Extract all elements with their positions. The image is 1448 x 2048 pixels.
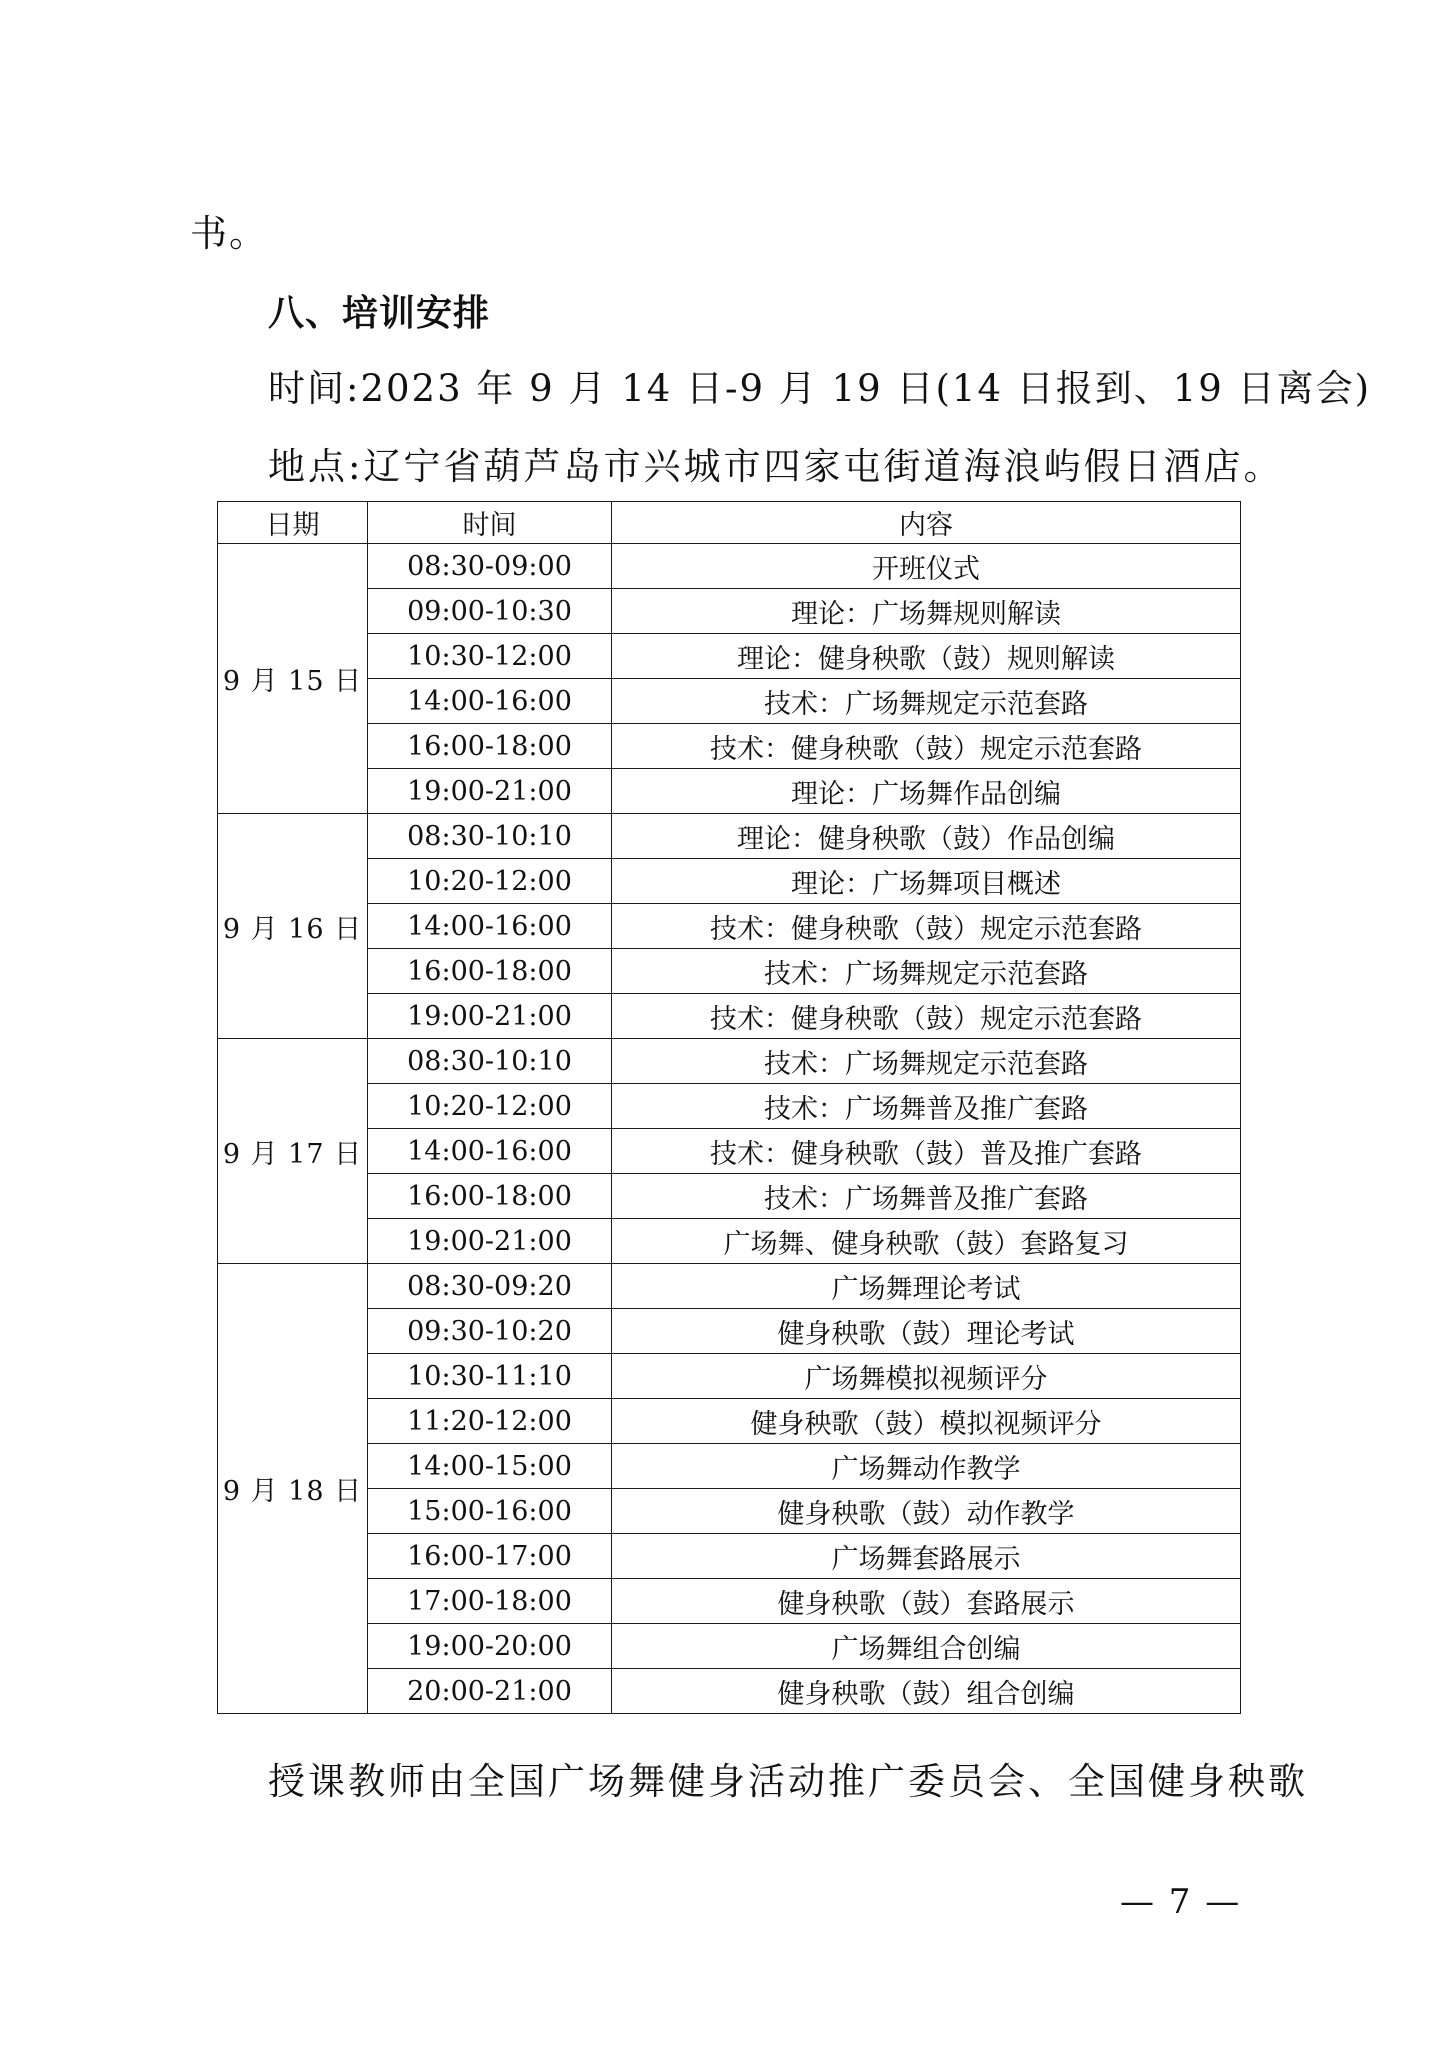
time-cell: 09:00-10:30 <box>368 589 612 634</box>
schedule-table-body <box>218 544 1241 1714</box>
table-row <box>218 1354 1241 1399</box>
time-cell: 08:30-10:10 <box>368 1039 612 1084</box>
table-row <box>218 1579 1241 1624</box>
time-cell: 14:00-16:00 <box>368 904 612 949</box>
schedule-table <box>217 501 1241 1714</box>
time-cell: 19:00-20:00 <box>368 1624 612 1669</box>
table-row <box>218 1444 1241 1489</box>
table-row <box>218 1264 1241 1309</box>
time-cell: 14:00-15:00 <box>368 1444 612 1489</box>
training-time-paragraph: 时间:2023 年 9 月 14 日-9 月 19 日(14 日报到、19 日离会) <box>268 367 1372 410</box>
time-cell: 19:00-21:00 <box>368 994 612 1039</box>
content-cell: 健身秧歌（鼓）模拟视频评分 <box>612 1399 1241 1444</box>
content-cell: 广场舞动作教学 <box>612 1444 1241 1489</box>
content-cell: 技术：广场舞普及推广套路 <box>612 1174 1241 1219</box>
time-cell: 16:00-18:00 <box>368 949 612 994</box>
header-row <box>218 502 1241 544</box>
table-row <box>218 544 1241 589</box>
content-cell: 技术：健身秧歌（鼓）规定示范套路 <box>612 994 1241 1039</box>
content-cell: 开班仪式 <box>612 544 1241 589</box>
date-cell: 9 月 17 日 <box>218 1039 368 1264</box>
table-row <box>218 724 1241 769</box>
content-cell: 广场舞组合创编 <box>612 1624 1241 1669</box>
time-cell: 14:00-16:00 <box>368 679 612 724</box>
table-row <box>218 679 1241 724</box>
table-row <box>218 1084 1241 1129</box>
content-cell: 技术：广场舞规定示范套路 <box>612 1039 1241 1084</box>
table-row <box>218 634 1241 679</box>
time-cell: 08:30-09:00 <box>368 544 612 589</box>
table-row <box>218 949 1241 994</box>
content-cell: 广场舞套路展示 <box>612 1534 1241 1579</box>
table-row <box>218 1129 1241 1174</box>
table-row <box>218 994 1241 1039</box>
table-row <box>218 1039 1241 1084</box>
content-cell: 健身秧歌（鼓）理论考试 <box>612 1309 1241 1354</box>
section-heading: 八、培训安排 <box>268 293 491 334</box>
table-row <box>218 1219 1241 1264</box>
time-cell: 10:20-12:00 <box>368 859 612 904</box>
time-cell: 08:30-09:20 <box>368 1264 612 1309</box>
time-cell: 19:00-21:00 <box>368 1219 612 1264</box>
content-cell: 理论：健身秧歌（鼓）规则解读 <box>612 634 1241 679</box>
table-row <box>218 1624 1241 1669</box>
content-cell: 技术：广场舞普及推广套路 <box>612 1084 1241 1129</box>
time-cell: 10:30-12:00 <box>368 634 612 679</box>
table-row <box>218 1309 1241 1354</box>
content-cell: 理论：健身秧歌（鼓）作品创编 <box>612 814 1241 859</box>
time-cell: 20:00-21:00 <box>368 1669 612 1714</box>
time-cell: 16:00-18:00 <box>368 724 612 769</box>
table-row <box>218 1534 1241 1579</box>
time-cell: 15:00-16:00 <box>368 1489 612 1534</box>
time-cell: 19:00-21:00 <box>368 769 612 814</box>
table-row <box>218 1399 1241 1444</box>
training-location-paragraph: 地点:辽宁省葫芦岛市兴城市四家屯街道海浪屿假日酒店。 <box>268 445 1284 488</box>
page-number: — 7 — <box>1120 1882 1242 1922</box>
content-cell: 理论：广场舞项目概述 <box>612 859 1241 904</box>
time-cell: 17:00-18:00 <box>368 1579 612 1624</box>
date-cell: 9 月 16 日 <box>218 814 368 1039</box>
content-cell: 技术：健身秧歌（鼓）规定示范套路 <box>612 724 1241 769</box>
time-cell: 11:20-12:00 <box>368 1399 612 1444</box>
content-cell: 理论：广场舞规则解读 <box>612 589 1241 634</box>
content-cell: 健身秧歌（鼓）组合创编 <box>612 1669 1241 1714</box>
date-cell: 9 月 18 日 <box>218 1264 368 1714</box>
time-cell: 16:00-18:00 <box>368 1174 612 1219</box>
table-row <box>218 589 1241 634</box>
content-cell: 技术：健身秧歌（鼓）规定示范套路 <box>612 904 1241 949</box>
content-cell: 广场舞模拟视频评分 <box>612 1354 1241 1399</box>
header-content: 内容 <box>612 502 1241 544</box>
header-time: 时间 <box>368 502 612 544</box>
content-cell: 理论：广场舞作品创编 <box>612 769 1241 814</box>
content-cell: 技术：健身秧歌（鼓）普及推广套路 <box>612 1129 1241 1174</box>
table-row <box>218 814 1241 859</box>
content-cell: 技术：广场舞规定示范套路 <box>612 679 1241 724</box>
table-row <box>218 1489 1241 1534</box>
schedule-table-header <box>218 502 1241 544</box>
time-cell: 10:30-11:10 <box>368 1354 612 1399</box>
time-cell: 08:30-10:10 <box>368 814 612 859</box>
continuation-text: 书。 <box>190 212 268 255</box>
date-cell: 9 月 15 日 <box>218 544 368 814</box>
header-date: 日期 <box>218 502 368 544</box>
time-cell: 10:20-12:00 <box>368 1084 612 1129</box>
table-row <box>218 769 1241 814</box>
time-cell: 09:30-10:20 <box>368 1309 612 1354</box>
table-row <box>218 1669 1241 1714</box>
content-cell: 健身秧歌（鼓）套路展示 <box>612 1579 1241 1624</box>
content-cell: 广场舞理论考试 <box>612 1264 1241 1309</box>
time-cell: 14:00-16:00 <box>368 1129 612 1174</box>
table-row <box>218 859 1241 904</box>
table-row <box>218 1174 1241 1219</box>
content-cell: 广场舞、健身秧歌（鼓）套路复习 <box>612 1219 1241 1264</box>
content-cell: 健身秧歌（鼓）动作教学 <box>612 1489 1241 1534</box>
content-cell: 技术：广场舞规定示范套路 <box>612 949 1241 994</box>
table-row <box>218 904 1241 949</box>
time-cell: 16:00-17:00 <box>368 1534 612 1579</box>
teacher-paragraph: 授课教师由全国广场舞健身活动推广委员会、全国健身秧歌 <box>268 1760 1308 1803</box>
